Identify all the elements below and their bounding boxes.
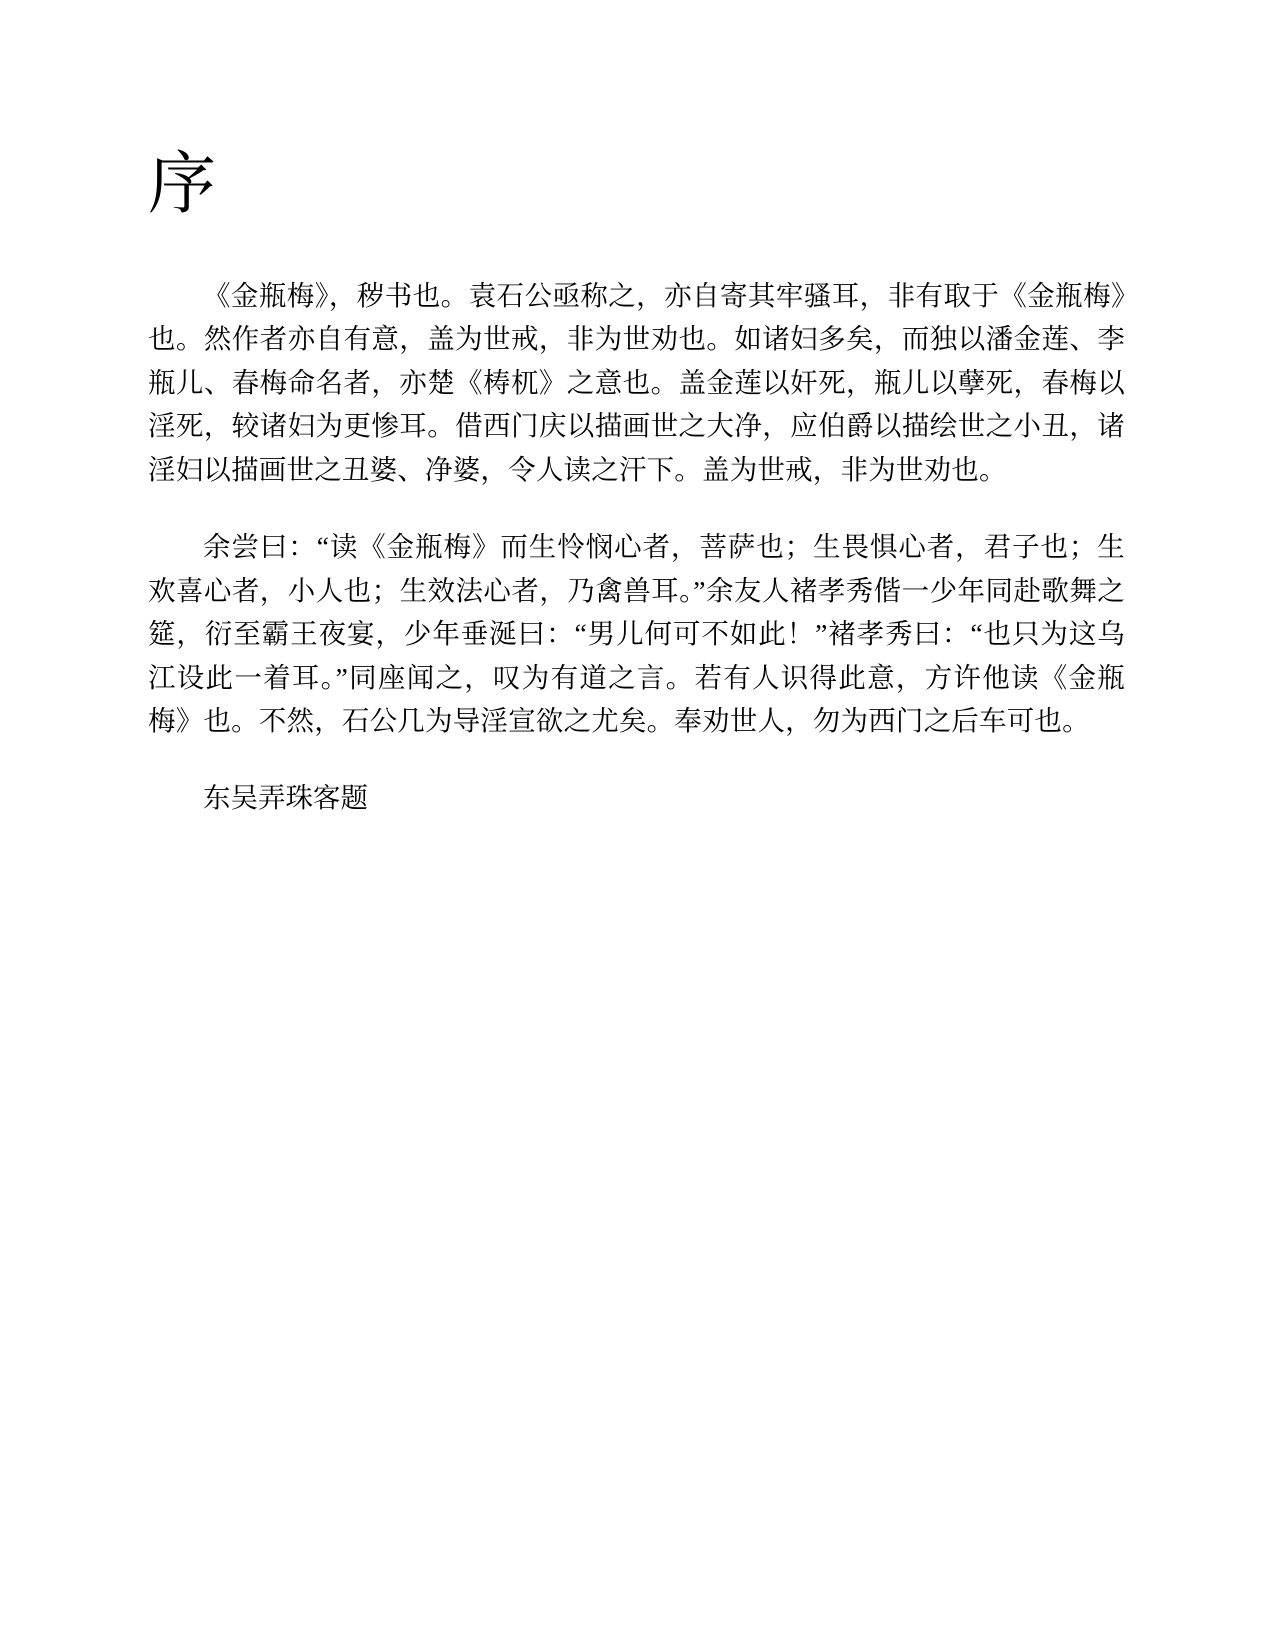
- paragraph: 余尝曰：“读《金瓶梅》而生怜悯心者，菩萨也；生畏惧心者，君子也；生欢喜心者，小人也；生效法心者，乃禽兽耳。”余友人褚孝秀偕一少年同赴歌舞之筵，衍至霸王夜宴，少年垂涎曰：“男儿何可不如此！”褚孝秀曰：“也只为这乌江设此一着耳。”同座闻之，叹为有道之言。若有人识得此意，方许他读《金瓶梅》也。不然，石公几为导淫宣欲之尤矣。奉劝世人，勿为西门之后车可也。: [148, 531, 1125, 736]
- page-title: 序: [148, 146, 217, 222]
- document-body: [148, 274, 1125, 820]
- signature-line: 东吴弄珠客题: [203, 782, 368, 814]
- paragraph: 《金瓶梅》，秽书也。袁石公亟称之，亦自寄其牢骚耳，非有取于《金瓶梅》也。然作者亦自有意，盖为世戒，非为世劝也。如诸妇多矣，而独以潘金莲、李瓶儿、春梅命名者，亦楚《梼杌》之意也。盖金莲以奸死，瓶儿以孽死，春梅以淫死，较诸妇为更惨耳。借西门庆以描画世之大净，应伯爵以描绘世之小丑，诸淫妇以描画世之丑婆、净婆，令人读之汗下。盖为世戒，非为世劝也。: [148, 280, 1125, 485]
